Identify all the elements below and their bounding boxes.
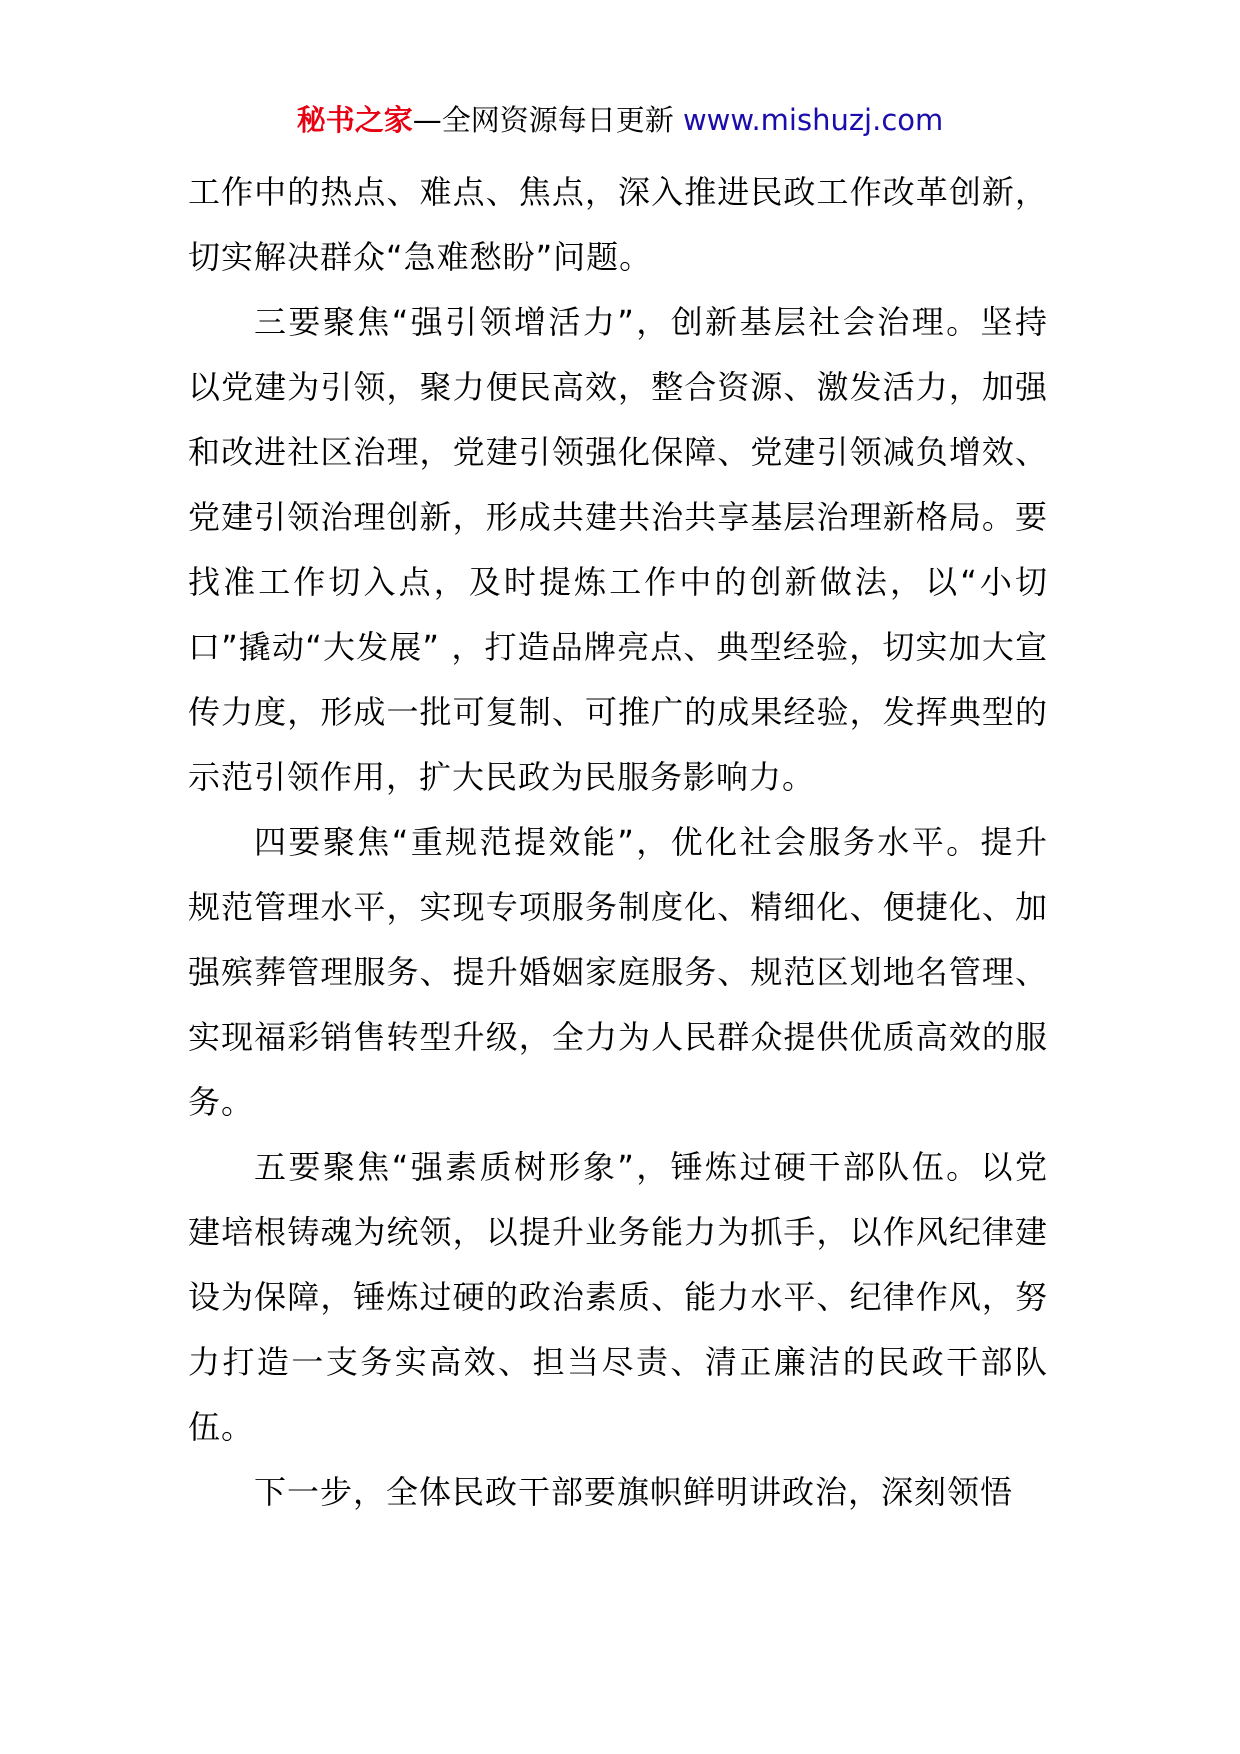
paragraph-next-step: 下一步，全体民政干部要旗帜鲜明讲政治，深刻领悟 (254, 1473, 1014, 1511)
page-header (0, 100, 1240, 140)
header-tagline: —全网资源每日更新 (412, 103, 683, 137)
paragraph-continuation: 工作中的热点、难点、焦点，深入推进民政工作改革创新，切实解决群众“急难愁盼”问题。 (188, 173, 1048, 276)
paragraph-point-five: 五要聚焦“强素质树形象”，锤炼过硬干部队伍。以党建培根铸魂为统领，以提升业务能力为抓手，以作风纪律建设为保障，锤炼过硬的政治素质、能力水平、纪律作风，努力打造一支务实高效、担当尽责、清正廉洁的民政干部队伍。 (188, 1148, 1048, 1446)
paragraph-point-four: 四要聚焦“重规范提效能”，优化社会服务水平。提升规范管理水平，实现专项服务制度化、精细化、便捷化、加强殡葬管理服务、提升婚姻家庭服务、规范区划地名管理、实现福彩销售转型升级，全力为人民群众提供优质高效的服务。 (188, 823, 1048, 1121)
header-brand: 秘书之家 (296, 103, 413, 137)
paragraph-point-three: 三要聚焦“强引领增活力”，创新基层社会治理。坚持以党建为引领，聚力便民高效，整合资源、激发活力，加强和改进社区治理，党建引领强化保障、党建引领减负增效、党建引领治理创新，形成共建共治共享基层治理新格局。要找准工作切入点，及时提炼工作中的创新做法，以“小切口”撬动“大发展” ，打造品牌亮点、典型经验，切实加大宣传力度，形成一批可复制、可推广的成果经验，发挥典型的示范引领作用，扩大民政为民服务影响力。 (188, 303, 1048, 796)
header-url-link[interactable]: www.mishuzj.com (682, 103, 944, 137)
document-body (188, 160, 1048, 1525)
